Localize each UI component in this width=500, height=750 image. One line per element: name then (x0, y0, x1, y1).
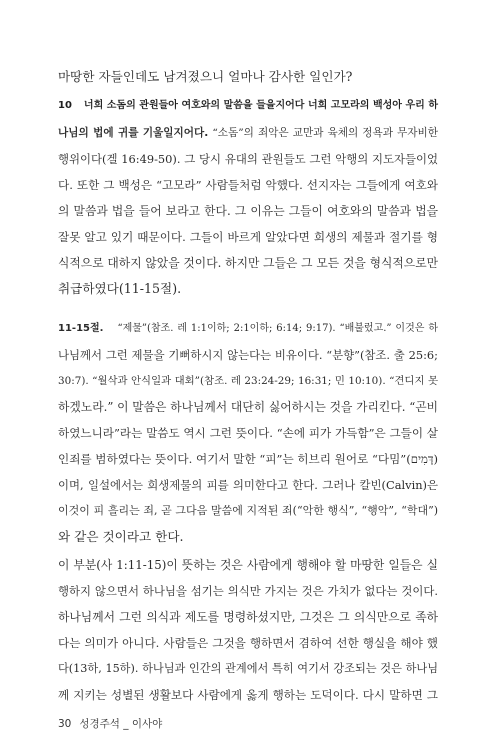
text-line: 하나님께서 그런 의식과 제도를 명령하셨지만, 그것은 그 의식만으로 족하 (58, 610, 438, 624)
text-line: 나님의 법에 귀를 기울일지어다. “소돔”의 죄악은 교만과 육체의 정욕과 무자비한 (58, 127, 438, 139)
text-line: 식적으로 대하지 않았을 것이다. 하지만 그들은 그 모든 것을 형식적으로만 (58, 256, 438, 270)
text-line: 와 같은 것이라고 한다. (58, 529, 184, 544)
commentary-section-line: 11-15절. “제물”(참조. 레 1:1이하; 2:1이하; 6:14; 9:17). “배불렀고.” 이것은 하 (58, 323, 438, 334)
text-line: 다는 의미가 아니다. 사람들은 그것을 행하면서 겸하여 선한 행실을 해야 했 (58, 636, 438, 650)
text-line: 께 지키는 성별된 생활보다 사람에게 옳게 행하는 도덕이다. 다시 말하면 그 (58, 688, 438, 702)
text-line: 이며, 일설에서는 희생제물의 피를 의미한다고 한다. 그러나 칼빈(Calvin)은 (58, 478, 438, 492)
text-line: 이것이 피 흘리는 죄, 곧 그다음 말씀에 지적된 죄(“악한 행식”, “행악”, “학대”) (58, 504, 438, 517)
section-label: 11-15절. (58, 323, 104, 334)
text-line: 취급하였다(11-15절). (58, 281, 182, 296)
text-line: 다. 또한 그 백성은 “고모라” 사람들처럼 악했다. 선지자는 그들에게 여호와 (58, 178, 438, 192)
text-line: 마땅한 자들인데도 남겨졌으니 얼마나 감사한 일인가? (58, 69, 353, 84)
text-line: 30:7). “월삭과 안식일과 대회”(참조. 레 23:24-29; 16:31; 민 10:10). “견디지 못 (58, 375, 438, 387)
text-line: 행위이다(겔 16:49-50). 그 당시 유대의 관원들도 그런 악행의 지도자들이었 (58, 152, 438, 166)
text-line: 의 말씀과 법을 들어 보라고 한다. 그 이유는 그들이 여호와의 말씀과 법을 (58, 204, 438, 218)
page-number: 30 (58, 718, 72, 730)
text-line: 잘못 알고 있기 때문이다. 그들이 바르게 알았다면 희생의 제물과 절기를 형 (58, 230, 438, 244)
verse-heading-line: 10 너희 소돔의 관원들아 여호와의 말씀을 들을지어다 너희 고모라의 백성아 우리 하 (58, 100, 438, 111)
verse-heading-continuation: 나님의 법에 귀를 기울일지어다. (58, 127, 209, 139)
text-line: 인죄를 범하였다는 뜻이다. 여기서 말한 “피”는 히브리 원어로 “다밈”(דָּמִים) (58, 452, 438, 466)
text-line: 행하지 않으면서 하나님을 섬기는 의식만 가지는 것은 가치가 없다는 것이다. (58, 584, 438, 598)
verse-number: 10 (58, 100, 72, 111)
page-footer (58, 716, 162, 731)
text-line: 하겠노라.” 이 말씀은 하나님께서 대단히 싫어하시는 것을 가리킨다. “곤비 (58, 400, 439, 414)
text-line: 이 부분(사 1:11-15)이 뜻하는 것은 사람에게 행해야 할 마땅한 일들은 실 (58, 558, 438, 572)
text-line: 하였느니라”라는 말씀도 역시 그런 뜻이다. “손에 피가 가득함”은 그들이 살 (58, 426, 438, 440)
text-line: 나님께서 그런 제물을 기뻐하시지 않는다는 비유이다. “분향”(참조. 출 25:6; (58, 348, 438, 362)
running-title: 성경주석 _ 이사야 (79, 718, 163, 730)
text-line: 다(13하, 15하). 하나님과 인간의 관계에서 특히 여기서 강조되는 것은 하나님 (58, 662, 438, 675)
